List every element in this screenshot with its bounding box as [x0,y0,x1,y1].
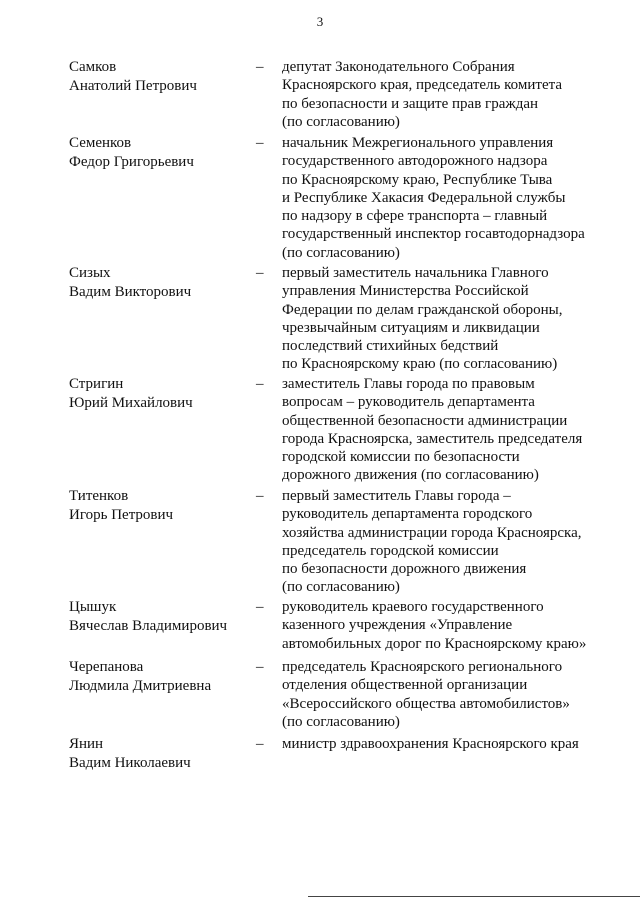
position-line: заместитель Главы города по правовым [282,376,535,392]
position-line: по безопасности дорожного движения [282,561,527,578]
member-position [282,598,602,653]
member-position [282,264,602,374]
member-surname: Титенков [69,488,129,504]
separator-dash: – [256,736,264,752]
separator-dash: – [256,376,264,392]
position-line: (по согласованию) [282,713,400,730]
separator-dash: – [256,488,264,504]
member-given-names: Вячеслав Владимирович [69,618,228,634]
bottom-divider [308,896,640,897]
member-name [69,134,249,172]
member-surname: Цышук [69,599,117,615]
position-line: автомобильных дорог по Красноярскому краю» [282,635,587,652]
member-name [69,375,249,413]
member-given-names: Анатолий Петрович [69,78,197,94]
member-name [69,264,249,302]
position-line: первый заместитель Главы города – [282,488,511,504]
position-line: (по согласованию) [282,244,400,261]
separator-dash: – [256,599,264,615]
member-surname: Черепанова [69,659,144,675]
position-line: государственный инспектор госавтодорнадзора [282,226,585,243]
position-line: начальник Межрегионального управления [282,135,554,151]
member-given-names: Людмила Дмитриевна [69,678,212,694]
position-line: вопросам – руководитель департамента [282,394,535,411]
member-surname: Семенков [69,135,132,151]
position-line: министр здравоохранения Красноярского края [282,736,579,752]
position-line: Красноярского края, председатель комитета [282,77,562,94]
position-line: председатель Красноярского регионального [282,659,563,675]
member-surname: Янин [69,736,104,752]
position-line: (по согласованию) [282,113,400,130]
position-line: городской комиссии по безопасности [282,449,520,466]
position-line: общественной безопасности администрации [282,412,568,429]
position-line: (по согласованию) [282,579,400,596]
position-line: «Всероссийского общества автомобилистов» [282,695,570,712]
member-surname: Самков [69,59,117,75]
member-given-names: Игорь Петрович [69,507,174,523]
member-name [69,658,249,696]
member-given-names: Федор Григорьевич [69,154,194,170]
separator-dash: – [256,659,264,675]
member-name [69,487,249,525]
position-line: государственного автодорожного надзора [282,153,548,170]
page-number: 3 [316,14,324,29]
member-name [69,598,249,636]
member-name [69,735,249,773]
position-line: казенного учреждения «Управление [282,617,513,634]
position-line: руководитель департамента городского [282,506,533,523]
member-given-names: Вадим Викторович [69,284,192,300]
separator-dash: – [256,265,264,281]
member-position [282,134,602,262]
position-line: по Красноярскому краю, Республике Тыва [282,171,553,188]
member-name [69,58,249,96]
position-line: отделения общественной организации [282,677,528,694]
position-line: председатель городской комиссии [282,542,499,559]
position-line: по Красноярскому краю (по согласованию) [282,356,558,373]
position-line: и Республике Хакасия Федеральной службы [282,189,566,206]
position-line: по надзору в сфере транспорта – главный [282,208,548,225]
position-line: первый заместитель начальника Главного [282,265,549,281]
member-given-names: Юрий Михайлович [69,395,193,411]
position-line: депутат Законодательного Собрания [282,59,515,75]
position-line: руководитель краевого государственного [282,599,544,615]
member-position [282,375,602,485]
separator-dash: – [256,59,264,75]
position-line: Федерации по делам гражданской обороны, [282,301,563,318]
member-position [282,487,602,597]
position-line: управления Министерства Российской [282,283,529,300]
position-line: города Красноярска, заместитель председателя [282,430,583,447]
position-line: по безопасности и защите прав граждан [282,95,539,112]
position-line: последствий стихийных бедствий [282,338,499,355]
member-position [282,58,602,131]
member-position [282,658,602,731]
member-given-names: Вадим Николаевич [69,755,191,771]
position-line: хозяйства администрации города Красноярска, [282,524,582,541]
member-surname: Стригин [69,376,124,392]
member-surname: Сизых [69,265,111,281]
position-line: дорожного движения (по согласованию) [282,467,539,484]
member-position [282,735,602,753]
separator-dash: – [256,135,264,151]
position-line: чрезвычайным ситуациям и ликвидации [282,319,540,336]
